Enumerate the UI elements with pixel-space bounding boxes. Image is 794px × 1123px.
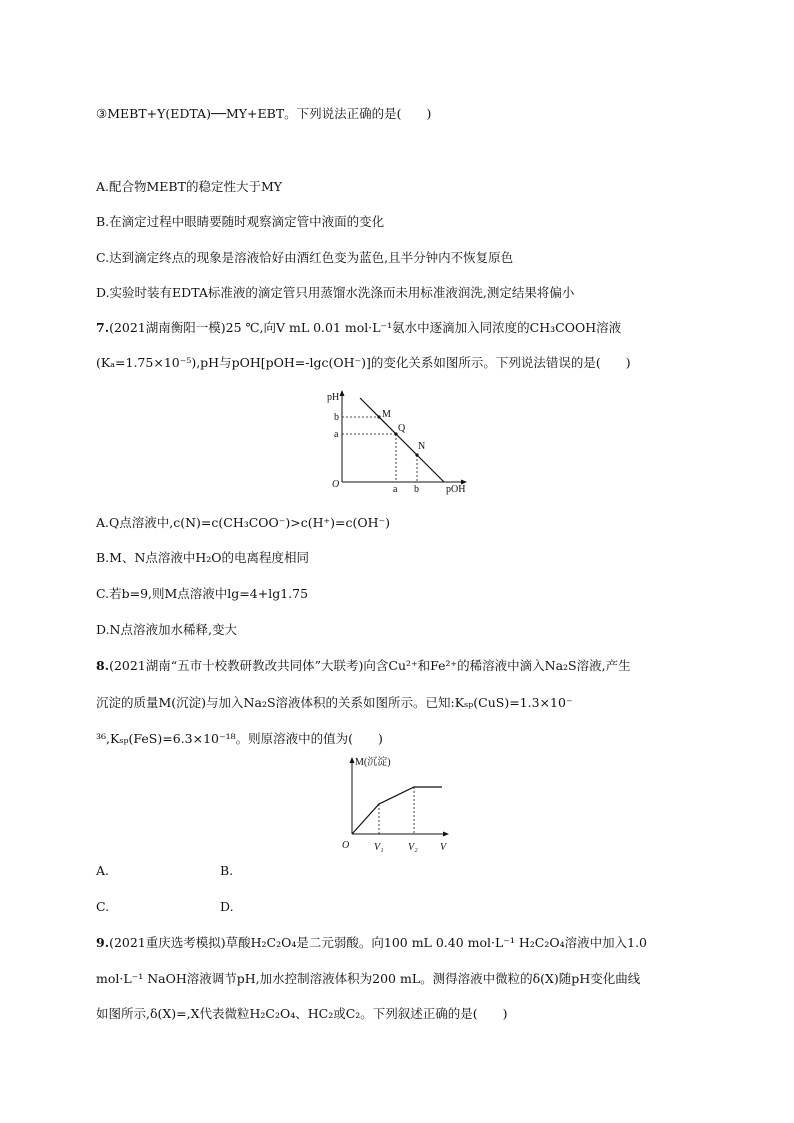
- origin-label: O: [332, 479, 340, 490]
- option-a-prev: A.配合物MEBT的稳定性大于MY: [96, 179, 282, 194]
- question-8-line-1: [96, 658, 631, 674]
- y-axis-arrow: [350, 757, 355, 763]
- x-tick-v1: V₁: [374, 842, 384, 853]
- q8-option-b: B.: [220, 863, 234, 878]
- line-1: ③MEBT+Y(EDTA)──MY+EBT。下列说法正确的是( ): [96, 106, 432, 121]
- y-axis-arrow: [340, 390, 345, 396]
- question-9-line-2: mol·L⁻¹ NaOH溶液调节pH,加水控制溶液体积为200 mL。测得溶液中微粒的δ(X)随pH变化曲线: [96, 971, 641, 986]
- y-tick-b: b: [334, 412, 339, 423]
- question-7-line-2: (Kₐ=1.75×10⁻⁵),pH与pOH[pOH=-lgc(OH⁻)]的变化关系如图所示。下列说法错误的是( ): [96, 355, 631, 370]
- origin-label: O: [342, 840, 350, 851]
- question-8-number: 8.: [96, 658, 110, 673]
- ph-poh-line: [360, 398, 444, 482]
- y-tick-a: a: [334, 429, 339, 440]
- y-axis-label: M(沉淀): [355, 757, 391, 768]
- question-7-number: 7.: [96, 320, 110, 335]
- question-7-line-1: [96, 320, 621, 336]
- option-c-prev: C.达到滴定终点的现象是溶液恰好由酒红色变为蓝色,且半分钟内不恢复原色: [96, 250, 514, 265]
- point-m: [377, 415, 380, 418]
- q7-option-b: B.M、N点溶液中H₂O的电离程度相同: [96, 550, 310, 565]
- q8-option-a: A.: [96, 863, 110, 878]
- y-axis-label: pH: [327, 392, 340, 403]
- q7-option-d: D.N点溶液加水稀释,变大: [96, 622, 237, 637]
- point-n: [415, 453, 418, 456]
- figure-precipitate-mass: [330, 752, 460, 856]
- question-9-line-3: 如图所示,δ(X)=,X代表微粒H₂C₂O₄、HC₂或C₂。下列叙述正确的是( ): [96, 1006, 508, 1021]
- q7-option-a: A.Q点溶液中,c(N)=c(CH₃COO⁻)>c(H⁺)=c(OH⁻): [96, 515, 390, 530]
- x-tick-b: b: [414, 484, 419, 495]
- question-9-line-1: [96, 935, 647, 951]
- question-7-text-1: (2021湖南衡阳一模)25 ℃,向V mL 0.01 mol·L⁻¹氨水中逐滴加入同浓度的CH₃COOH溶液: [109, 320, 622, 335]
- x-tick-v2: V₂: [408, 842, 418, 853]
- mass-curve: [352, 787, 442, 834]
- point-q-label: Q: [398, 423, 406, 434]
- option-b-prev: B.在滴定过程中眼睛要随时观察滴定管中液面的变化: [96, 214, 385, 229]
- point-m-label: M: [382, 409, 391, 420]
- x-tick-a: a: [393, 484, 398, 495]
- question-8-text-1: (2021湖南“五市十校教研教改共同体”大联考)向含Cu²⁺和Fe²⁺的稀溶液中滴入Na₂S溶液,产生: [109, 658, 631, 673]
- x-axis-label: pOH: [446, 484, 466, 495]
- question-9-number: 9.: [96, 935, 110, 950]
- question-8-line-2: 沉淀的质量M(沉淀)与加入Na₂S溶液体积的关系如图所示。已知:Kₛₚ(CuS)=1.3×10⁻: [96, 695, 573, 710]
- question-9-text-1: (2021重庆选考模拟)草酸H₂C₂O₄是二元弱酸。向100 mL 0.40 mol·L⁻¹ H₂C₂O₄溶液中加入1.0: [109, 935, 647, 950]
- x-axis-arrow: [443, 832, 449, 837]
- q7-option-c: C.若b=9,则M点溶液中lg=4+lg1.75: [96, 586, 309, 601]
- question-8-line-3: ³⁶,Kₛₚ(FeS)=6.3×10⁻¹⁸。则原溶液中的值为( ): [96, 731, 383, 746]
- q8-option-d: D.: [220, 899, 234, 914]
- q8-option-c: C.: [96, 899, 110, 914]
- figure-ph-poh: [322, 388, 472, 496]
- option-d-prev: D.实验时装有EDTA标准液的滴定管只用蒸馏水洗涤而未用标准液润洗,测定结果将偏小: [96, 285, 575, 300]
- x-axis-label: V: [440, 842, 447, 853]
- point-n-label: N: [418, 441, 426, 452]
